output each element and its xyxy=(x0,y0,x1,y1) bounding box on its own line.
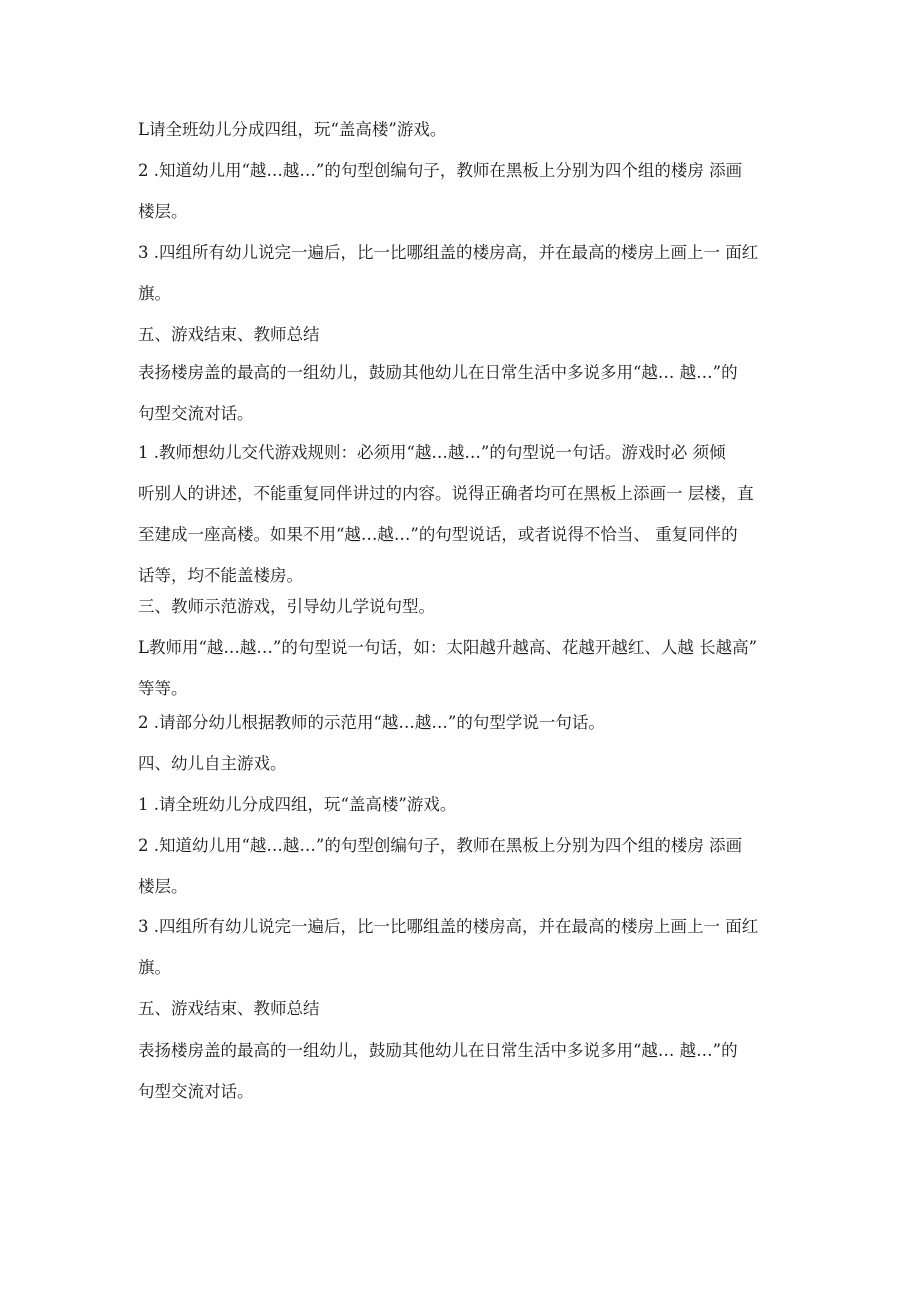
section-heading xyxy=(138,743,784,784)
text-line: 2 .知道幼儿用“越…越…”的句型创编句子，教师在黑板上分别为四个组的楼房 添画 xyxy=(138,161,743,180)
text-line: 四、幼儿自主游戏。 xyxy=(138,754,287,773)
section-heading xyxy=(138,988,784,1029)
text-line: 旗。 xyxy=(138,284,171,303)
text-line: 3 .四组所有幼儿说完一遍后，比一比哪组盖的楼房高，并在最高的楼房上画上一 面红 xyxy=(138,243,759,262)
text-line: 至建成一座高楼。如果不用“越…越…”的句型说话，或者说得不恰当、 重复同伴的 xyxy=(138,525,738,544)
text-line: 楼层。 xyxy=(138,877,188,896)
text-line: 听别人的讲述，不能重复同伴讲过的内容。说得正确者均可在黑板上添画一 层楼，直 xyxy=(138,484,754,503)
text-line: 五、游戏结束、教师总结 xyxy=(138,999,320,1018)
text-line: 楼层。 xyxy=(138,202,188,221)
text-line: L请全班幼儿分成四组，玩“盖高楼”游戏。 xyxy=(138,120,447,139)
section-heading xyxy=(138,586,784,627)
paragraph-6 xyxy=(138,432,784,596)
text-line: 话等，均不能盖楼房。 xyxy=(138,566,303,585)
text-line: 2 .知道幼儿用“越…越…”的句型创编句子，教师在黑板上分别为四个组的楼房 添画 xyxy=(138,836,743,855)
text-line: 等等。 xyxy=(138,679,188,698)
paragraph-8 xyxy=(138,627,784,709)
text-line: 句型交流对话。 xyxy=(138,404,254,423)
paragraph-2 xyxy=(138,150,784,232)
text-line: 表扬楼房盖的最高的一组幼儿，鼓励其他幼儿在日常生活中多说多用“越… 越…”的 xyxy=(138,363,738,382)
text-line: 2 .请部分幼儿根据教师的示范用“越…越…”的句型学说一句话。 xyxy=(138,713,605,732)
paragraph-9 xyxy=(138,702,784,743)
paragraph-1 xyxy=(138,109,784,150)
paragraph-15 xyxy=(138,1030,784,1112)
text-line: 句型交流对话。 xyxy=(138,1082,254,1101)
text-line: 3 .四组所有幼儿说完一遍后，比一比哪组盖的楼房高，并在最高的楼房上画上一 面红 xyxy=(138,917,759,936)
paragraph-12 xyxy=(138,825,784,907)
text-line: 1 .请全班幼儿分成四组，玩“盖高楼”游戏。 xyxy=(138,795,457,814)
paragraph-3 xyxy=(138,232,784,314)
text-line: 旗。 xyxy=(138,958,171,977)
section-heading xyxy=(138,314,784,355)
text-line: 五、游戏结束、教师总结 xyxy=(138,325,320,344)
paragraph-13 xyxy=(138,906,784,988)
text-line: 三、教师示范游戏，引导幼儿学说句型。 xyxy=(138,597,435,616)
text-line: 表扬楼房盖的最高的一组幼儿，鼓励其他幼儿在日常生活中多说多用“越… 越…”的 xyxy=(138,1041,738,1060)
paragraph-11 xyxy=(138,784,784,825)
text-line: 1 .教师想幼儿交代游戏规则：必须用“越…越…”的句型说一句话。游戏时必 须倾 xyxy=(138,443,726,462)
text-line: L教师用“越…越…”的句型说一句话，如：太阳越升越高、花越开越红、人越 长越高” xyxy=(138,638,758,657)
paragraph-5 xyxy=(138,352,784,434)
